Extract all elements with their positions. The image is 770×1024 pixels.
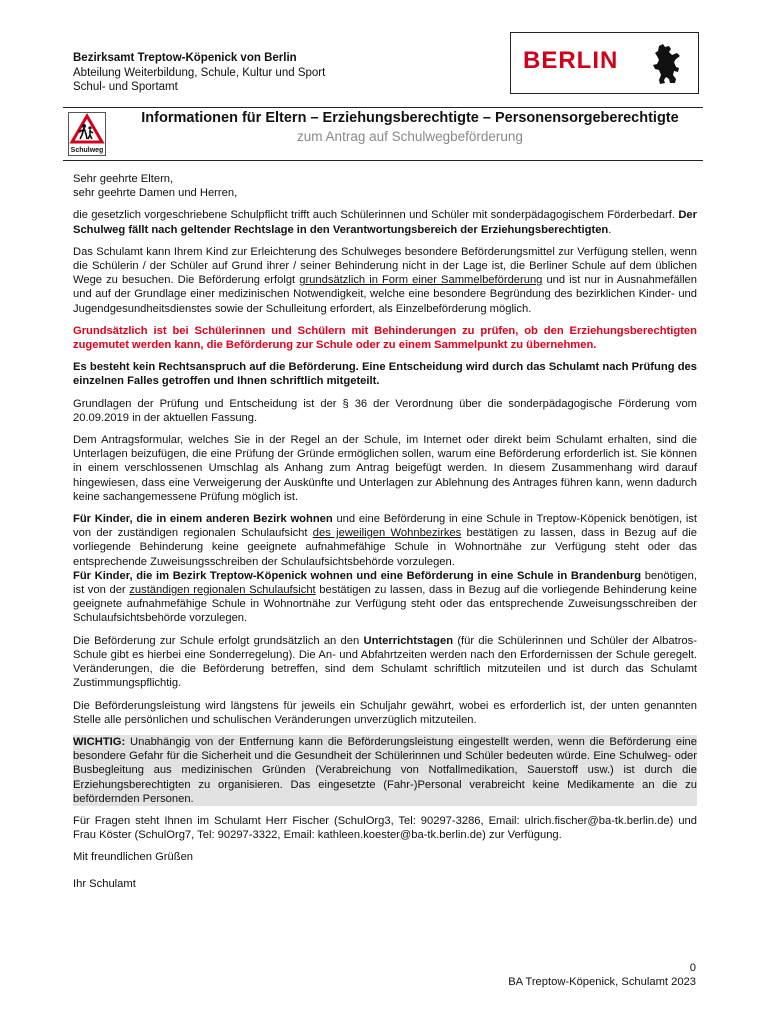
signature: Ihr Schulamt [73,877,136,890]
paragraph-schulpflicht [73,208,697,236]
paragraph-wichtig [73,735,697,806]
letter-body [73,172,697,899]
berlin-bear-icon [649,42,685,86]
p1-end: . [608,223,612,236]
p1-text: die gesetzlich vorgeschriebene Schulpflicht trifft auch Schülerinnen und Schüler mit sonderpädagogischem Förderbedarf. [73,209,679,222]
p2-text: Das Schulamt kann Ihrem Kind zur Erleichterung des Schulweges besondere Beförderungsmittel zur Verfügung stellen, wenn die Schülerin / der Schüler auf Grund ihrer / seiner Behinderung nicht in der Lage ist, die Berliner Schule auf dem üblichen Wege zu besuchen. Die Beförderung erfolgt [73,245,697,287]
p7-end: bestätigen zu lassen, dass in Bezug auf die vorliegende Behinderung keine geeignete aufnahmefähige Schule in Wohnortnähe zur Verfügung steht oder das entsprechende Zuweisungsschreiben der Schulaufsichtsbehörde vorzulegen. [73,527,697,568]
paragraph-schuljahr: Die Beförderungsleistung wird längstens für jeweils ein Schuljahr gewährt, wobei es erforderlich ist, der unten genannten Stelle alle persönlichen und schulischen Veränderungen unverzüglich mitzuteilen. [73,699,697,726]
paragraph-grundlagen: Grundlagen der Prüfung und Entscheidung ist der § 36 der Verordnung über die sonderpädagogische Förderung vom 20.09.2019 in der aktuellen Fassung. [73,397,697,424]
warning-triangle-icon [69,113,105,145]
p7-bold: Für Kinder, die in einem anderen Bezirk wohnen [73,513,333,526]
berlin-logo-text: BERLIN [523,47,619,74]
page-number: 0 [689,962,696,974]
p2-underlined: grundsätzlich in Form einer Sammelbeförderung [299,274,543,287]
school-crossing-sign-icon [68,112,106,156]
page-subtitle: zum Antrag auf Schulwegbeförderung [297,129,523,144]
wichtig-text: Unabhängig von der Entfernung kann die Beförderungsleistung eingestellt werden, wenn die Beförderung eine besondere Gefahr für die Sicherheit und die Gesundheit der Schülerinnen und Schüler bedeuten würde. Eine Schulweg- oder Busbegleitung aus medizinischen Gründen (Verabreichung von Notfallmedikation, Sauerstoff usw.) ist durch die Erziehungsberechtigten zu organisieren. Das eingesetzte (Fahr-)Personal verabreicht keine Medikamente an die zu befördernden Personen. [73,735,697,805]
greeting-line-1: Sehr geehrte Eltern, [73,173,174,185]
p8-underlined: zuständigen regionalen Schulaufsicht [129,584,316,597]
title-rule-bottom [63,160,703,161]
paragraph-befoerderungsmittel [73,245,697,316]
paragraph-kein-rechtsanspruch: Es besteht kein Rechtsanspruch auf die Beförderung. Eine Entscheidung wird durch das Schulamt nach Prüfung des einzelnen Falles getroffen und Ihnen schriftlich mitgeteilt. [73,361,697,388]
berlin-logo [510,32,699,94]
p2-end: und ist nur in Ausnahmefällen und auf der Grundlage einer medizinischen Notwendigkeit, welche eine besondere Begründung des bezirklichen Kinder- und Jugendgesundheitsdienstes sowie der Schulleitung erfordert, als Einzelbeförderung möglich. [73,274,697,315]
sender-header [73,51,325,95]
p9-bold: Unterrichtstagen [363,634,454,647]
paragraph-kontakt: Für Fragen steht Ihnen im Schulamt Herr Fischer (SchulOrg3, Tel: 90297-3286, Email: ulrich.fischer@ba-tk.berlin.de) und Frau Köster (SchulOrg7, Tel: 90297-3322, Email: kathleen.koester@ba-tk.berlin.de) zur Verfügung. [73,814,697,842]
greeting-line-2: sehr geehrte Damen und Herren, [73,187,238,200]
sender-org: Bezirksamt Treptow-Köpenick von Berlin [73,52,297,64]
paragraph-brandenburg [73,569,697,626]
p8-bold: Für Kinder, die im Bezirk Treptow-Köpenick wohnen und eine Beförderung in eine Schule in Brandenburg [73,569,642,582]
paragraph-anderer-bezirk [73,512,697,569]
paragraph-pruefung-red: Grundsätzlich ist bei Schülerinnen und Schülern mit Behinderungen zu prüfen, ob den Erziehungsberechtigten zugemutet werden kann, die Beförderung zur Schule oder zu einem Sammelpunkt zu übernehmen. [73,324,697,352]
page-footer [508,961,696,989]
paragraph-antragsformular: Dem Antragsformular, welches Sie in der Regel an der Schule, im Internet oder direkt beim Schulamt erhalten, sind die Unterlagen beizufügen, die eine Prüfung der Gründe ermöglichen sollen, warum eine Beförderung erforderlich ist. Sie können in einem verschlossenen Umschlag als Anhang zum Antrag beigefügt werden. In diesem Zusammenhang wird darauf hingewiesen, dass eine Verweigerung der Auskünfte und Unterlagen zur Ablehnung des Antrages führen kann, wenn dadurch keine sachangemessene Prüfung möglich ist. [73,434,697,503]
p8-text: benötigen, ist von der [73,569,697,597]
footer-source: BA Treptow-Köpenick, Schulamt 2023 [508,976,696,988]
p9-end: (für die Schülerinnen und Schüler der Albatros-Schule gibt es hierbei eine Sonderregelung). Die An- und Abfahrtzeiten werden nach den Erfordernissen der Schule geregelt. Veränderungen, die die Beförderung betreffen, sind dem Schulamt schriftlich mitzuteilen und ist durch das Schulamt Zustimmungspflichtig. [73,634,697,690]
sender-dept: Abteilung Weiterbildung, Schule, Kultur und Sport [73,66,326,79]
p7-text: und eine Beförderung in eine Schule in Treptow-Köpenick benötigen, ist von der zuständigen regionalen Schulaufsicht [73,513,698,540]
sender-office: Schul- und Sportamt [73,81,178,93]
p1-bold: Der Schulweg fällt nach geltender Rechtslage in den Verantwortungsbereich der Erziehungsberechtigten [73,209,697,236]
sign-label: Schulweg [70,147,104,154]
paragraph-unterrichtstage [73,634,697,691]
p9-text: Die Beförderung zur Schule erfolgt grundsätzlich an den [73,634,364,647]
page-title: Informationen für Eltern – Erziehungsberechtigte – Personensorgeberechtigte [141,110,679,126]
closing: Mit freundlichen Grüßen [73,851,194,864]
p7-underlined: des jeweiligen Wohnbezirkes [312,527,462,540]
title-rule-top [63,107,703,108]
wichtig-label: WICHTIG: [73,735,126,748]
p8-end: bestätigen zu lassen, dass in Bezug auf die vorliegende Behinderung keine geeignete aufnahmefähige Schule in Wohnortnähe zur Verfügung steht oder das entsprechende Zuweisungsschreiben der Schulaufsichtsbehörde vorzulegen. [73,584,697,625]
